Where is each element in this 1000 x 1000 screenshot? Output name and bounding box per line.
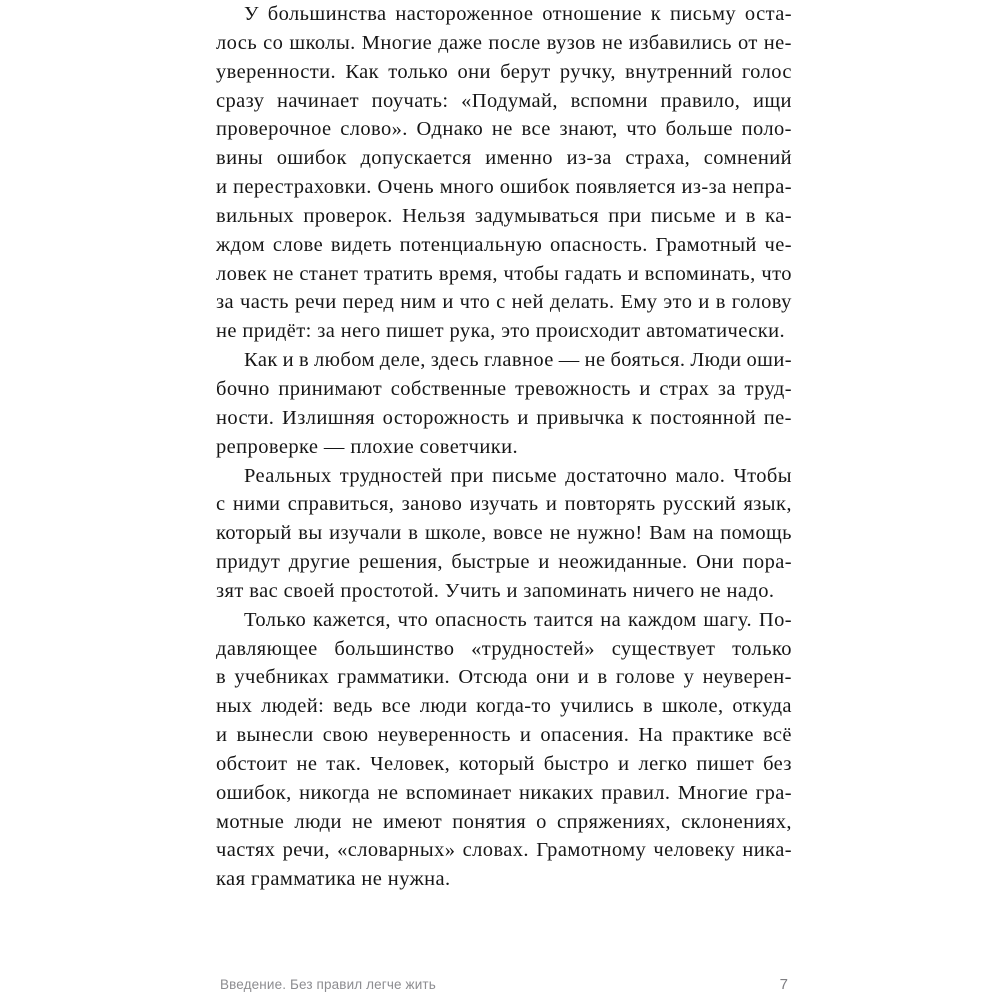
text-line: ности. Излишняя осторожность и привычка к постоянной пе- <box>216 406 792 429</box>
paragraph <box>216 462 792 606</box>
text-line: репроверке — плохие советчики. <box>216 435 519 458</box>
text-line: ждом слове видеть потенциальную опасность. Грамотный че- <box>216 233 792 256</box>
text-line: давляющее большинство «трудностей» существует только <box>216 637 792 660</box>
text-line: обстоит не так. Человек, который быстро и легко пишет без <box>216 752 792 775</box>
text-line: и перестраховки. Очень много ошибок появляется из-за непра- <box>216 176 792 199</box>
page-footer <box>220 976 788 993</box>
text-line: У большинства настороженное отношение к письму оста- <box>244 3 792 25</box>
text-line: и вынесли свою неуверенность и опасения. На практике всё <box>216 724 792 747</box>
paragraph <box>216 606 792 894</box>
page-number: 7 <box>779 976 788 993</box>
text-line: придут другие решения, быстрые и неожиданные. Они пора- <box>216 551 792 574</box>
text-line: Как и в любом деле, здесь главное — не бояться. Люди оши- <box>244 349 792 372</box>
text-line: с ними справиться, заново изучать и повторять русский язык, <box>216 493 792 516</box>
text-line: мотные люди не имеют понятия о спряжениях, склонениях, <box>216 810 792 833</box>
text-line: лось со школы. Многие даже после вузов не избавились от не- <box>216 31 792 54</box>
text-line: ных людей: ведь все люди когда-то учились в школе, откуда <box>216 695 792 718</box>
text-line: проверочное слово». Однако не все знают, что больше поло- <box>216 118 792 141</box>
text-line: за часть речи перед ним и что с ней делать. Ему это и в голову <box>216 291 792 314</box>
text-line: уверенности. Как только они берут ручку, внутренний голос <box>216 60 792 83</box>
text-line: который вы изучали в школе, вовсе не нужно! Вам на помощь <box>216 522 792 545</box>
text-line: в учебниках грамматики. Отсюда они и в голове у неуверен- <box>216 666 792 689</box>
text-line: ошибок, никогда не вспоминает никаких правил. Многие гра- <box>216 781 792 804</box>
text-line: кая грамматика не нужна. <box>216 868 451 891</box>
text-line: сразу начинает поучать: «Подумай, вспомни правило, ищи <box>216 89 792 112</box>
text-line: вильных проверок. Нельзя задумываться при письме и в ка- <box>216 204 792 227</box>
text-line: не придёт: за него пишет рука, это происходит автоматически. <box>216 320 786 343</box>
body-text-column <box>216 0 792 894</box>
paragraph <box>216 346 792 461</box>
text-line: зят вас своей простотой. Учить и запоминать ничего не надо. <box>216 579 775 602</box>
running-head: Введение. Без правил легче жить <box>220 977 436 992</box>
paragraph <box>216 0 792 346</box>
text-line: Только кажется, что опасность таится на каждом шагу. По- <box>244 608 792 631</box>
text-line: вины ошибок допускается именно из-за страха, сомнений <box>216 147 792 170</box>
text-line: ловек не станет тратить время, чтобы гадать и вспоминать, что <box>216 262 792 285</box>
text-line: частях речи, «словарных» словах. Грамотному человеку ника- <box>216 839 792 862</box>
text-line: Реальных трудностей при письме достаточно мало. Чтобы <box>244 464 792 487</box>
text-line: бочно принимают собственные тревожность и страх за труд- <box>216 377 792 400</box>
